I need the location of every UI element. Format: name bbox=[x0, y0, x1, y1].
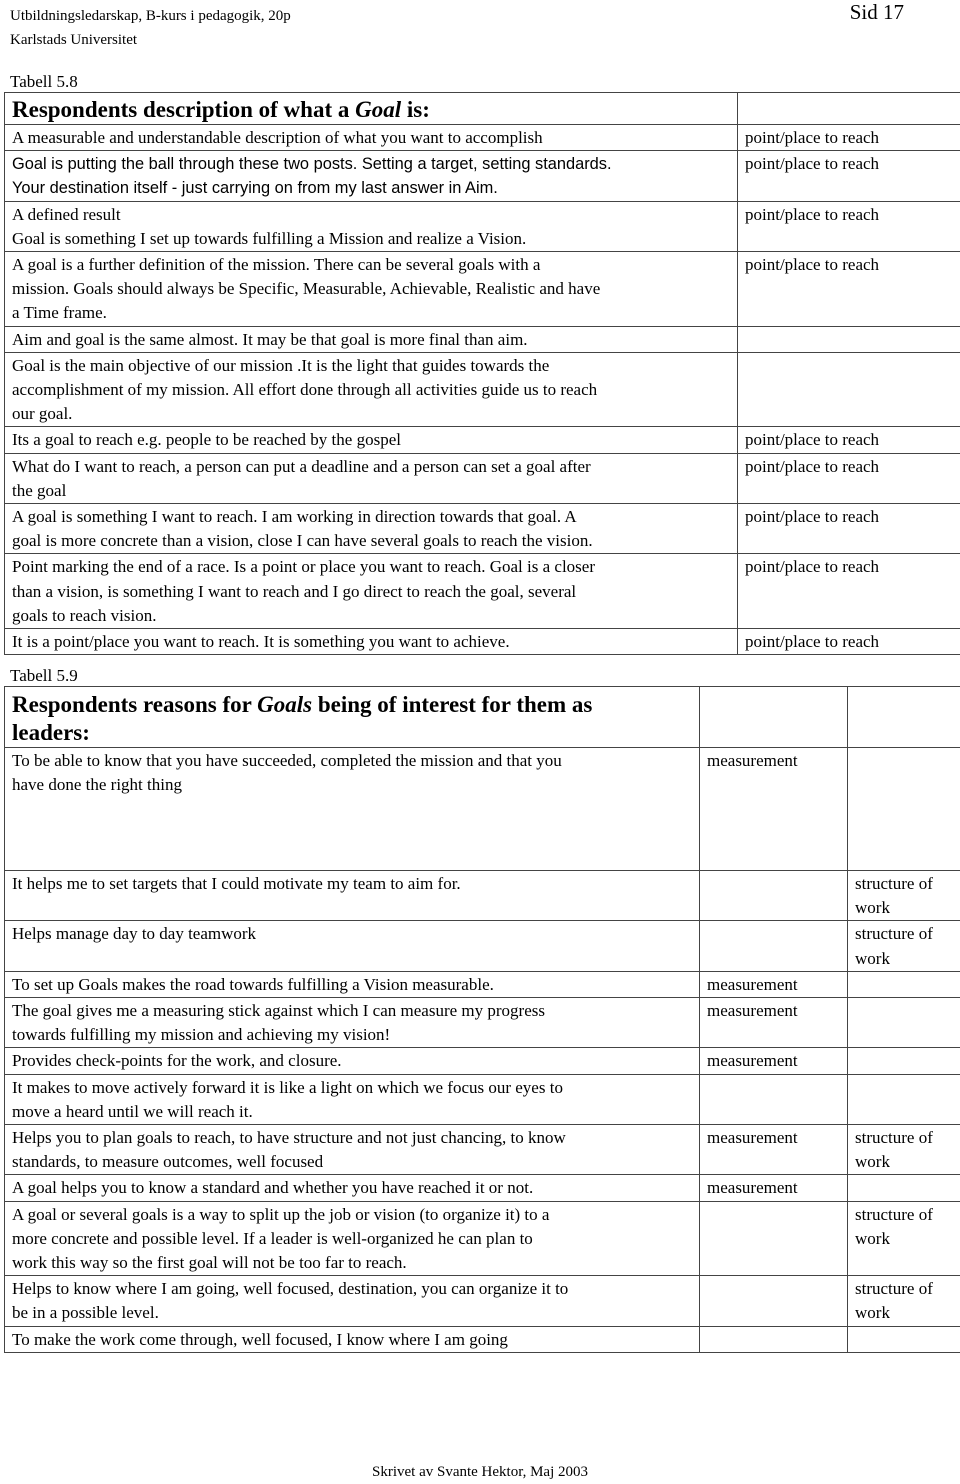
university-name: Karlstads Universitet bbox=[10, 32, 138, 48]
structure-cell bbox=[848, 1175, 960, 1201]
description-line: Point marking the end of a race. Is a point or place you want to reach. Goal is a closer bbox=[12, 557, 595, 577]
table-row bbox=[5, 453, 960, 503]
table-5-8-title-row bbox=[5, 93, 960, 125]
table-5-9-title-row bbox=[5, 687, 960, 748]
measurement-cell bbox=[700, 921, 848, 971]
measurement-cell: measurement bbox=[700, 1175, 848, 1201]
table-5-8-title: Respondents description of what a Goal is: bbox=[5, 93, 738, 125]
reason-cell bbox=[5, 1125, 700, 1175]
table-row bbox=[5, 252, 960, 327]
table-row bbox=[5, 1074, 960, 1124]
measurement-cell bbox=[700, 1074, 848, 1124]
category-cell: point/place to reach bbox=[738, 504, 960, 554]
category-cell: point/place to reach bbox=[738, 252, 960, 327]
page-number: Sid 17 bbox=[849, 0, 904, 24]
structure-cell bbox=[848, 971, 960, 997]
table-row bbox=[5, 748, 960, 871]
structure-cell: structure of work bbox=[848, 921, 960, 971]
structure-cell bbox=[848, 1074, 960, 1124]
description-cell bbox=[5, 352, 738, 427]
table-row bbox=[5, 554, 960, 629]
table-row bbox=[5, 871, 960, 921]
reason-line: The goal gives me a measuring stick against which I can measure my progress bbox=[12, 1001, 545, 1021]
reason-line: more concrete and possible level. If a leader is well-organized he can plan to bbox=[12, 1228, 533, 1248]
reason-cell bbox=[5, 748, 700, 871]
category-cell: point/place to reach bbox=[738, 427, 960, 453]
table-row bbox=[5, 352, 960, 427]
structure-cell bbox=[848, 748, 960, 871]
measurement-cell bbox=[700, 1276, 848, 1326]
reason-line: work this way so the first goal will not be too far to reach. bbox=[12, 1253, 407, 1273]
table-row bbox=[5, 1276, 960, 1326]
measurement-cell: measurement bbox=[700, 1125, 848, 1175]
category-cell: point/place to reach bbox=[738, 629, 960, 655]
reason-cell bbox=[5, 1201, 700, 1276]
category-cell: point/place to reach bbox=[738, 125, 960, 151]
reason-line: It makes to move actively forward it is like a light on which we focus our eyes to bbox=[12, 1077, 563, 1097]
measurement-cell bbox=[700, 1201, 848, 1276]
description-line: goals to reach vision. bbox=[12, 605, 157, 625]
reason-line: be in a possible level. bbox=[12, 1303, 159, 1323]
measurement-cell bbox=[700, 871, 848, 921]
category-cell: point/place to reach bbox=[738, 453, 960, 503]
reason-line: To be able to know that you have succeeded, completed the mission and that you bbox=[12, 751, 562, 770]
structure-cell: structure of work bbox=[848, 1201, 960, 1276]
description-line: mission. Goals should always be Specific, Measurable, Achievable, Realistic and have bbox=[12, 279, 601, 299]
table-5-8 bbox=[4, 92, 960, 655]
description-cell bbox=[5, 252, 738, 327]
reason-line: Provides check-points for the work, and closure. bbox=[12, 1051, 342, 1071]
reason-line: Helps you to plan goals to reach, to have structure and not just chancing, to know bbox=[12, 1128, 566, 1148]
table-row bbox=[5, 326, 960, 352]
description-line: It is a point/place you want to reach. It is something you want to achieve. bbox=[12, 632, 510, 652]
reason-line: To make the work come through, well focused, I know where I am going bbox=[12, 1329, 508, 1349]
description-line: What do I want to reach, a person can put a deadline and a person can set a goal after bbox=[12, 456, 591, 476]
table-5-9-label: Tabell 5.9 bbox=[10, 666, 78, 685]
description-line: Your destination itself - just carrying on from my last answer in Aim. bbox=[12, 179, 498, 198]
description-line: A defined result bbox=[12, 204, 121, 224]
description-cell bbox=[5, 125, 738, 151]
structure-cell bbox=[848, 1048, 960, 1074]
structure-cell: structure of work bbox=[848, 871, 960, 921]
reason-cell bbox=[5, 1326, 700, 1352]
table-row bbox=[5, 427, 960, 453]
table-row bbox=[5, 1201, 960, 1276]
measurement-cell: measurement bbox=[700, 1048, 848, 1074]
reason-cell bbox=[5, 1074, 700, 1124]
category-cell: point/place to reach bbox=[738, 201, 960, 251]
description-cell bbox=[5, 453, 738, 503]
reason-cell bbox=[5, 871, 700, 921]
table-row bbox=[5, 971, 960, 997]
document-header bbox=[10, 4, 291, 52]
reason-line: Helps manage day to day teamwork bbox=[12, 924, 257, 944]
description-cell bbox=[5, 427, 738, 453]
description-line: Its a goal to reach e.g. people to be reached by the gospel bbox=[12, 430, 401, 450]
reason-line: A goal helps you to know a standard and whether you have reached it or not. bbox=[12, 1178, 534, 1198]
measurement-cell: measurement bbox=[700, 748, 848, 871]
description-line: than a vision, is something I want to reach and I go direct to reach the goal, several bbox=[12, 581, 577, 601]
reason-cell bbox=[5, 971, 700, 997]
table-row bbox=[5, 998, 960, 1048]
description-line: our goal. bbox=[12, 404, 73, 424]
table-row bbox=[5, 1125, 960, 1175]
table-row bbox=[5, 1175, 960, 1201]
table-5-9 bbox=[4, 686, 960, 1353]
description-line: goal is more concrete than a vision, close I can have several goals to reach the vision. bbox=[12, 531, 593, 551]
reason-cell bbox=[5, 921, 700, 971]
measurement-cell: measurement bbox=[700, 971, 848, 997]
description-line: A measurable and understandable description of what you want to accomplish bbox=[12, 128, 543, 147]
reason-cell bbox=[5, 998, 700, 1048]
reason-line: move a heard until we will reach it. bbox=[12, 1101, 253, 1121]
table-row bbox=[5, 151, 960, 201]
table-5-8-label: Tabell 5.8 bbox=[10, 72, 78, 91]
table-row bbox=[5, 629, 960, 655]
structure-cell: structure of work bbox=[848, 1276, 960, 1326]
description-line: Aim and goal is the same almost. It may be that goal is more final than aim. bbox=[12, 329, 528, 349]
category-cell bbox=[738, 326, 960, 352]
footer-author: Skrivet av Svante Hektor, Maj 2003 bbox=[371, 1464, 589, 1480]
description-line: a Time frame. bbox=[12, 303, 107, 323]
structure-cell bbox=[848, 1326, 960, 1352]
description-cell bbox=[5, 151, 738, 201]
reason-line: standards, to measure outcomes, well focused bbox=[12, 1152, 324, 1172]
structure-cell: structure of work bbox=[848, 1125, 960, 1175]
reason-line: towards fulfilling my mission and achieving my vision! bbox=[12, 1025, 391, 1045]
category-cell: point/place to reach bbox=[738, 151, 960, 201]
table-row bbox=[5, 201, 960, 251]
table-row bbox=[5, 1048, 960, 1074]
description-cell bbox=[5, 504, 738, 554]
reason-cell bbox=[5, 1175, 700, 1201]
reason-line: have done the right thing bbox=[12, 775, 182, 795]
course-title: Utbildningsledarskap, B-kurs i pedagogik, 20p bbox=[10, 8, 291, 24]
reason-line: To set up Goals makes the road towards fulfilling a Vision measurable. bbox=[12, 974, 494, 994]
description-cell bbox=[5, 326, 738, 352]
description-cell bbox=[5, 201, 738, 251]
category-cell bbox=[738, 352, 960, 427]
description-line: A goal is something I want to reach. I am working in direction towards that goal. A bbox=[12, 507, 577, 527]
description-line: the goal bbox=[12, 480, 67, 500]
description-line: Goal is the main objective of our mission .It is the light that guides towards the bbox=[12, 355, 550, 375]
table-row bbox=[5, 1326, 960, 1352]
description-line: A goal is a further definition of the mission. There can be several goals with a bbox=[12, 255, 541, 275]
table-row bbox=[5, 921, 960, 971]
description-line: Goal is something I set up towards fulfilling a Mission and realize a Vision. bbox=[12, 228, 527, 248]
description-cell bbox=[5, 629, 738, 655]
measurement-cell bbox=[700, 1326, 848, 1352]
structure-cell bbox=[848, 998, 960, 1048]
table-5-9-title: Respondents reasons for Goals being of interest for them as leaders: bbox=[5, 687, 700, 748]
table-row bbox=[5, 504, 960, 554]
measurement-cell: measurement bbox=[700, 998, 848, 1048]
description-cell bbox=[5, 554, 738, 629]
description-line: accomplishment of my mission. All effort done through all activities guide us to reach bbox=[12, 380, 598, 400]
reason-cell bbox=[5, 1048, 700, 1074]
reason-line: Helps to know where I am going, well focused, destination, you can organize it to bbox=[12, 1279, 569, 1299]
description-line: Goal is putting the ball through these two posts. Setting a target, setting standards. bbox=[12, 155, 612, 174]
table-row bbox=[5, 125, 960, 151]
reason-cell bbox=[5, 1276, 700, 1326]
reason-line: A goal or several goals is a way to split up the job or vision (to organize it) to a bbox=[12, 1204, 550, 1224]
category-cell: point/place to reach bbox=[738, 554, 960, 629]
reason-line: It helps me to set targets that I could motivate my team to aim for. bbox=[12, 874, 461, 893]
